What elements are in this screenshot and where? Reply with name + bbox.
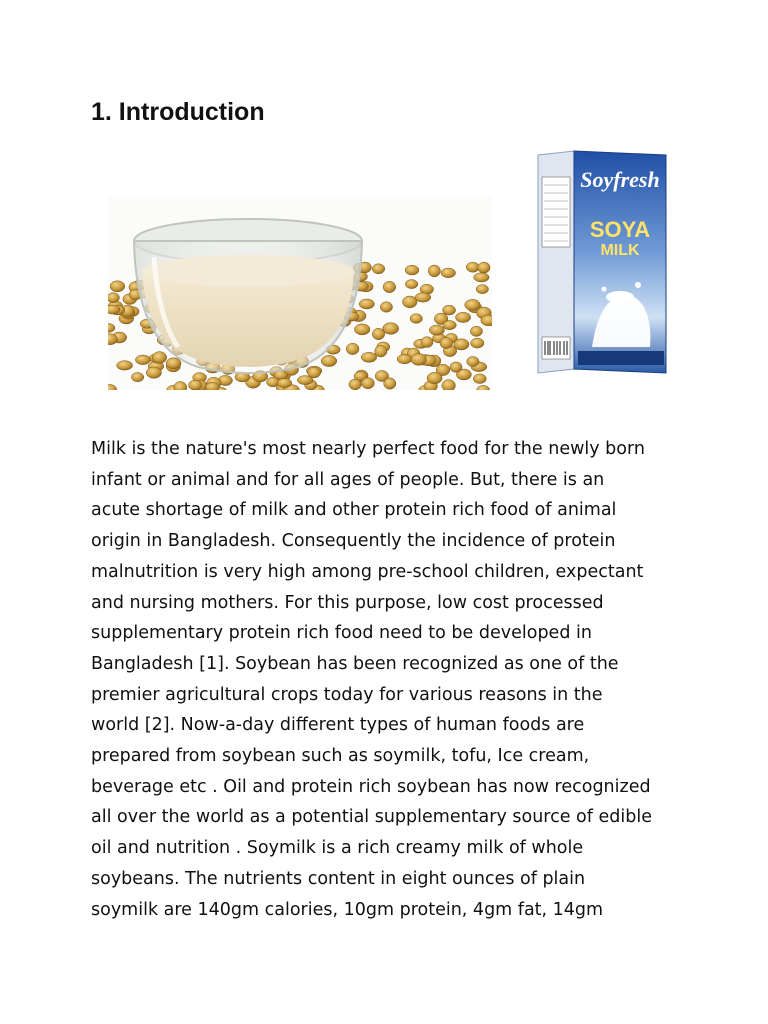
body-line: acute shortage of milk and other protein rich food of animal xyxy=(91,500,617,521)
body-line: and nursing mothers. For this purpose, low cost processed xyxy=(91,592,604,613)
body-line: beverage etc . Oil and protein rich soybean has now recognized xyxy=(91,776,651,797)
body-line: Milk is the nature's most nearly perfect food for the newly born xyxy=(91,439,645,459)
carton-brand: Soyfresh xyxy=(580,167,660,192)
body-line: oil and nutrition . Soymilk is a rich creamy milk of whole xyxy=(91,838,584,859)
body-paragraph xyxy=(91,434,691,925)
body-line: prepared from soybean such as soymilk, tofu, Ice cream, xyxy=(91,746,590,767)
body-line: infant or animal and for all ages of people. But, there is an xyxy=(91,469,605,490)
body-line: origin in Bangladesh. Consequently the incidence of protein xyxy=(91,531,616,552)
soya-milk-carton-image xyxy=(520,147,685,395)
body-line: Bangladesh [1]. Soybean has been recognized as one of the xyxy=(91,653,619,674)
carton-product-line1: SOYA xyxy=(589,217,651,242)
body-line: soymilk are 140gm calories, 10gm protein, 4gm fat, 14gm xyxy=(91,899,604,920)
carton-product-line2: MILK xyxy=(600,242,640,259)
body-line: all over the world as a potential supplementary source of edible xyxy=(91,807,652,828)
section-heading: 1. Introduction xyxy=(91,98,265,126)
body-line: supplementary protein rich food need to be developed in xyxy=(91,623,592,644)
body-line: premier agricultural crops today for various reasons in the xyxy=(91,684,603,705)
body-line: malnutrition is very high among pre-school children, expectant xyxy=(91,561,644,582)
body-line: soybeans. The nutrients content in eight ounces of plain xyxy=(91,868,586,889)
soymilk-bowl-image xyxy=(108,197,492,390)
body-line: world [2]. Now-a-day different types of human foods are xyxy=(91,715,585,736)
soymilk-bowl-on-soybeans-icon xyxy=(108,197,492,390)
soya-milk-carton-icon xyxy=(520,147,685,395)
